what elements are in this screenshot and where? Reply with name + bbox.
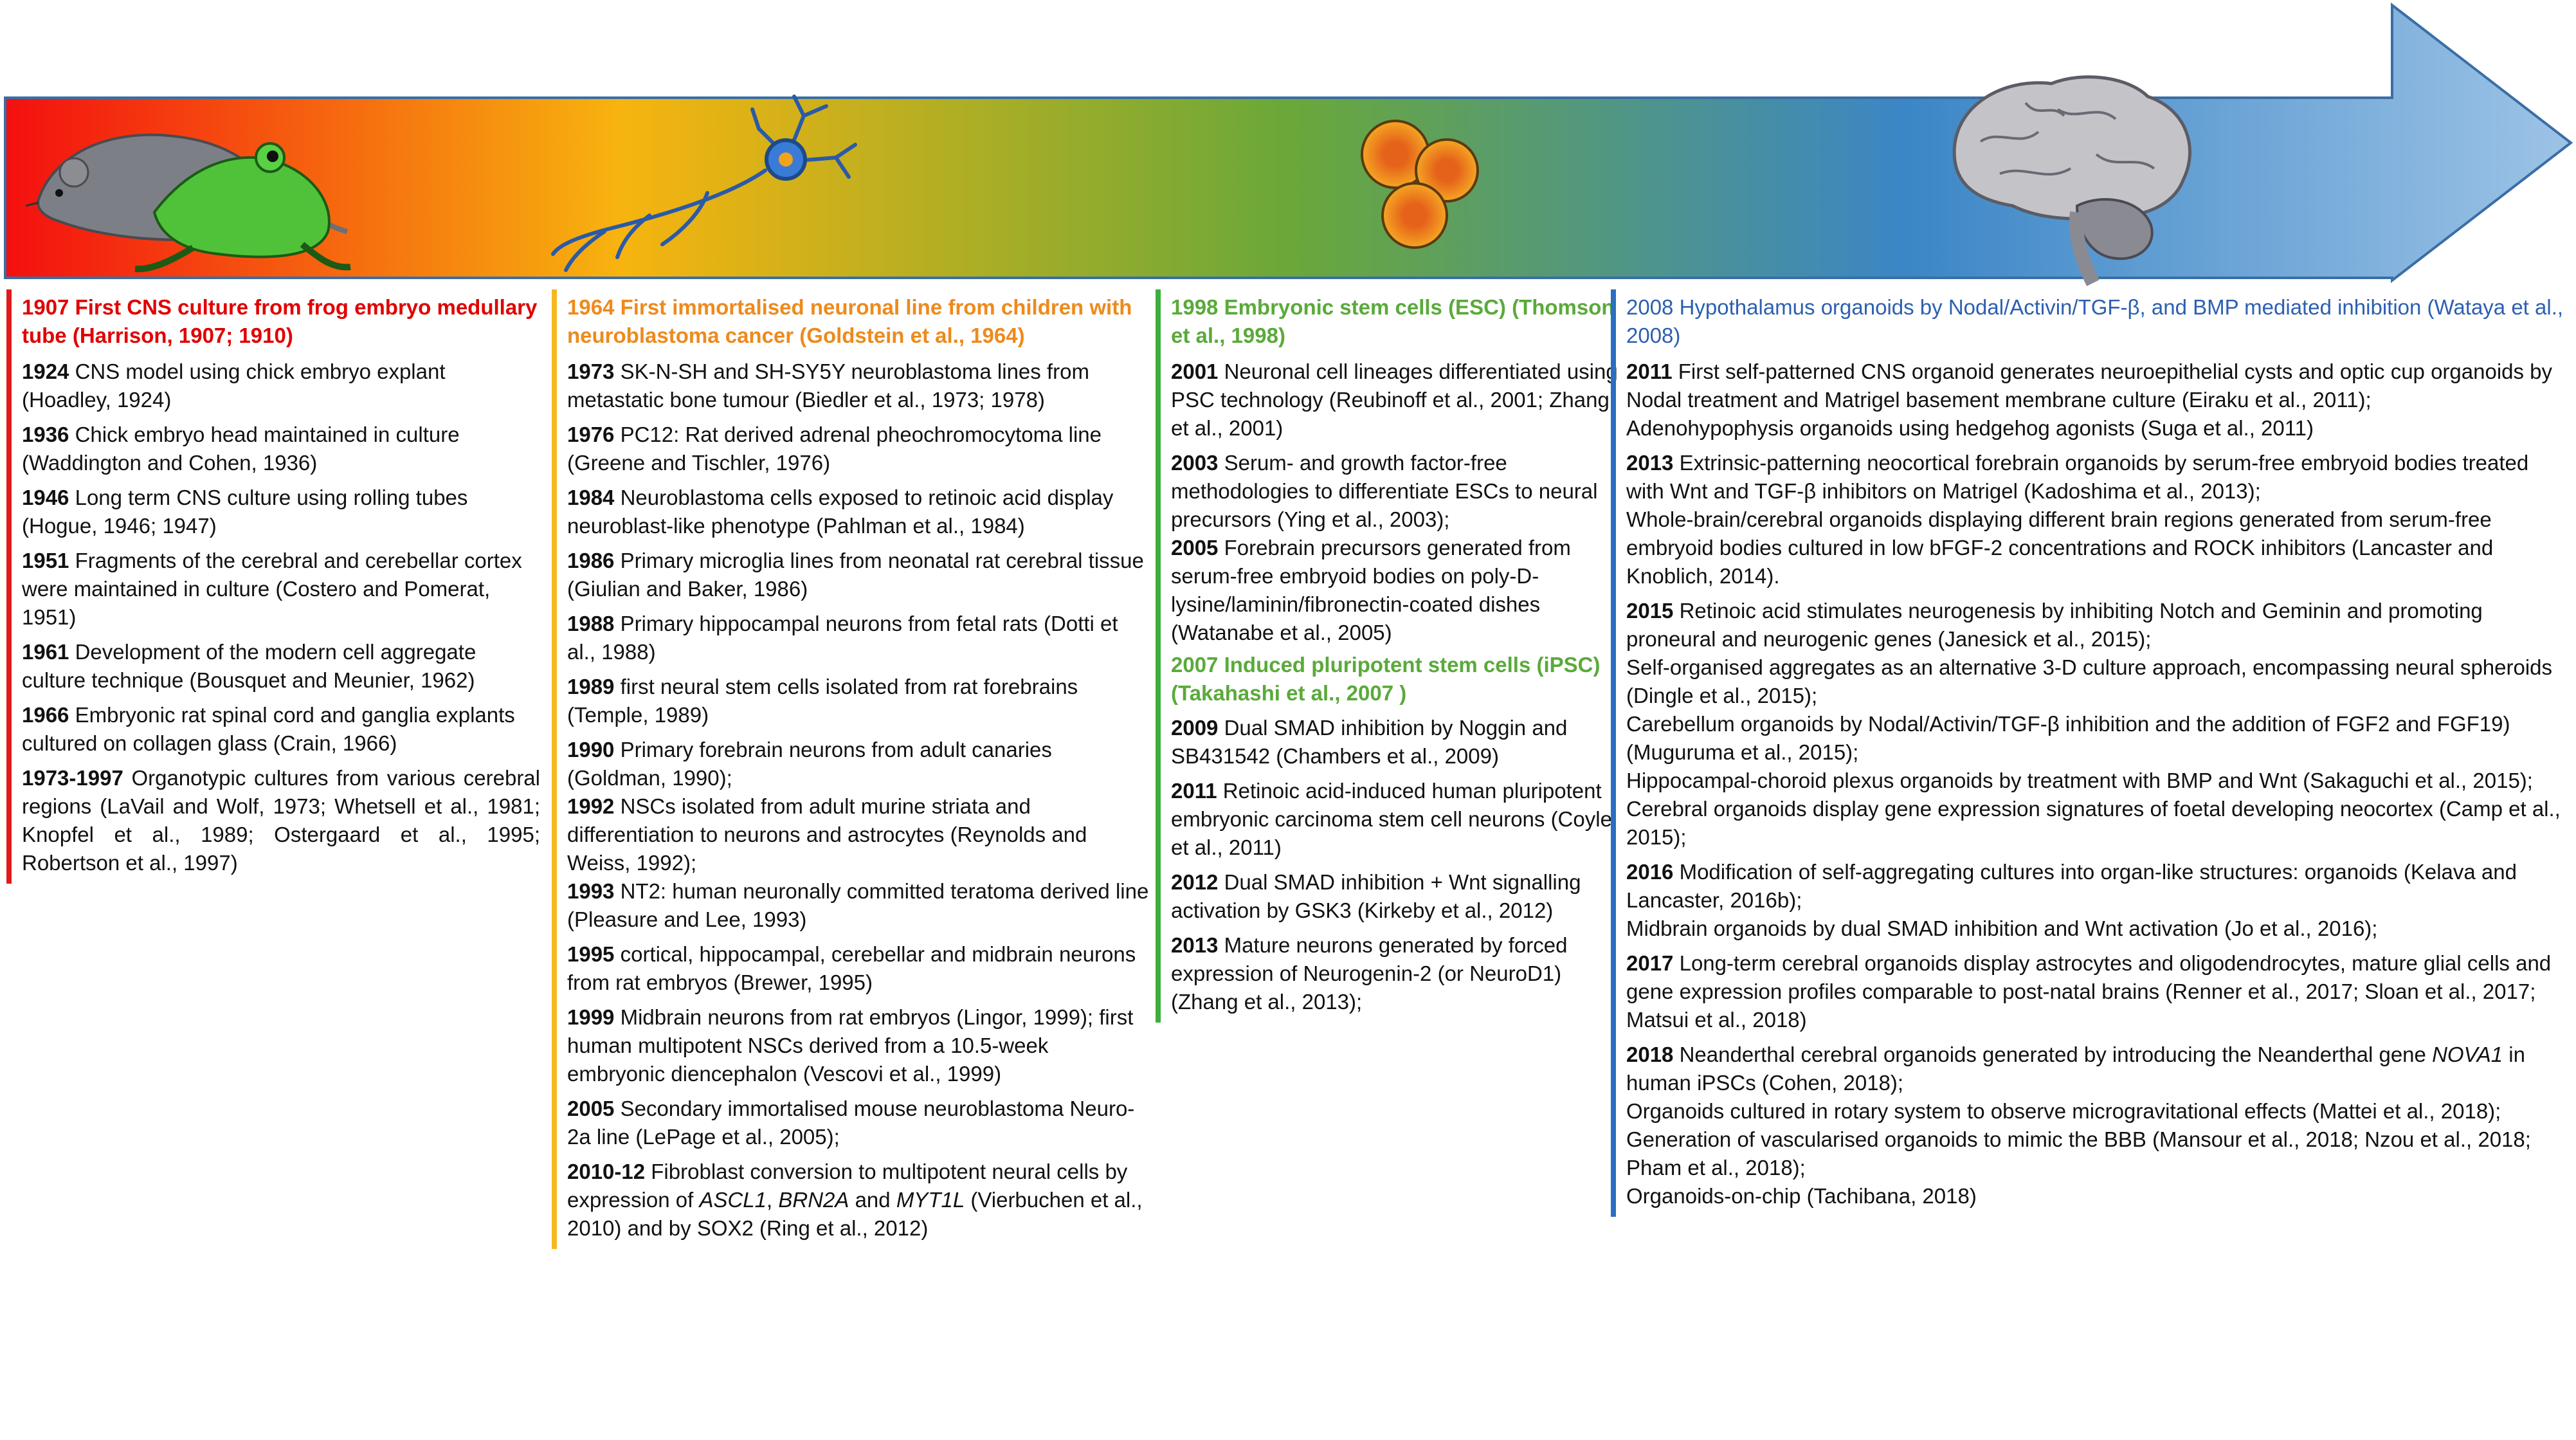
timeline-entry: 1976 PC12: Rat derived adrenal pheochromocytoma line (Greene and Tischler, 1976) (567, 423, 1102, 475)
timeline-column-4 (1611, 289, 2569, 1217)
timeline-entry: 2005 Secondary immortalised mouse neuroblastoma Neuro-2a line (LePage et al., 2005); (567, 1097, 1135, 1149)
timeline-entry: 2005 Forebrain precursors generated from serum-free embryoid bodies on poly-D-lysine/laminin/fibronectin-coated dishes (Watanabe et al., 2005) (1171, 536, 1571, 644)
timeline-entry: 2013 Extrinsic-patterning neocortical forebrain organoids by serum-free embryoid bodies treated with Wnt and TGF-β inhibitors on Matrigel (Kadoshima et al., 2013); Whole-brain/cerebral organoids displaying different brain regions generated from serum-free embryoid bodies cultured in low bFGF-2 concentrations and ROCK inhibitors (Lancaster and Knoblich, 2014). (1626, 451, 2529, 588)
timeline-entry: 2015 Retinoic acid stimulates neurogenesis by inhibiting Notch and Geminin and promoting proneural and neurogenic genes (Janesick et al., 2015); Self-organised aggregates as an alternative 3-D culture approach, encompassing neural spheroids (Dingle et al., 2015); Carebellum organoids by Nodal/Activin/TGF-β inhibition and the addition of FGF2 and FGF19) (Muguruma et al., 2015); Hippocampal-choroid plexus organoids by treatment with BMP and Wnt (Sakaguchi et al., 2015); Cerebral organoids display gene expression signatures of foetal developing neocortex (Camp et al., 2015); (1626, 599, 2561, 849)
timeline-entry: 1924 CNS model using chick embryo explant (Hoadley, 1924) (22, 360, 446, 412)
timeline-entry: 2001 Neuronal cell lineages differentiated using PSC technology (Reubinoff et al., 2001; Zhang et al., 2001) (1171, 360, 1618, 440)
timeline-entry: 2011 First self-patterned CNS organoid generates neuroepithelial cysts and optic cup organoids by Nodal treatment and Matrigel basement membrane culture (Eiraku et al., 2011); Adenohypophysis organoids using hedgehog agonists (Suga et al., 2011) (1626, 360, 2553, 440)
timeline-column-3 (1156, 289, 1619, 1023)
timeline-entry: 2012 Dual SMAD inhibition + Wnt signalling activation by GSK3 (Kirkeby et al., 2012) (1171, 870, 1581, 922)
timeline-entry: 1984 Neuroblastoma cells exposed to retinoic acid display neuroblast-like phenotype (Pahlman et al., 1984) (567, 486, 1114, 538)
timeline-entry: 1995 cortical, hippocampal, cerebellar and midbrain neurons from rat embryos (Brewer, 1995) (567, 942, 1136, 994)
timeline-entry: 2010-12 Fibroblast conversion to multipotent neural cells by expression of ASCL1, BRN2A and MYT1L (Vierbuchen et al., 2010) and by SOX2 (Ring et al., 2012) (567, 1160, 1143, 1240)
timeline-entry: 1990 Primary forebrain neurons from adult canaries (Goldman, 1990); (567, 738, 1052, 790)
timeline-entry: 2003 Serum- and growth factor-free methodologies to differentiate ESCs to neural precursors (Ying et al., 2003); (1171, 451, 1598, 531)
timeline-column-1 (6, 289, 540, 884)
timeline-entry: 1986 Primary microglia lines from neonatal rat cerebral tissue (Giulian and Baker, 1986) (567, 549, 1144, 601)
timeline-entry: 1988 Primary hippocampal neurons from fetal rats (Dotti et al., 1988) (567, 612, 1118, 664)
timeline-entry: 1973-1997 Organotypic cultures from various cerebral regions (LaVail and Wolf, 1973; Whetsell et al., 1981; Knopfel et al., 1989; Ostergaard et al., 1995; Robertson et al., 1997) (22, 766, 540, 875)
timeline-entry: 2016 Modification of self-aggregating cultures into organ-like structures: organoids (Kelava and Lancaster, 2016b); Midbrain organoids by dual SMAD inhibition and Wnt activation (Jo et al., 2016); (1626, 860, 2517, 940)
timeline-entry: 1951 Fragments of the cerebral and cerebellar cortex were maintained in culture (Costero and Pomerat, 1951) (22, 549, 522, 629)
timeline-entry: 1966 Embryonic rat spinal cord and ganglia explants cultured on collagen glass (Crain, 1966) (22, 703, 515, 755)
timeline-entry: 1946 Long term CNS culture using rolling tubes (Hogue, 1946; 1947) (22, 486, 468, 538)
timeline-entry: 2013 Mature neurons generated by forced expression of Neurogenin-2 (or NeuroD1) (Zhang et al., 2013); (1171, 933, 1568, 1014)
timeline-arrow (0, 0, 2576, 289)
timeline-entry: 2011 Retinoic acid-induced human pluripotent embryonic carcinoma stem cell neurons (Coyle et al., 2011) (1171, 779, 1612, 859)
timeline-entry: 1989 first neural stem cells isolated from rat forebrains (Temple, 1989) (567, 675, 1078, 727)
timeline-entry: 1961 Development of the modern cell aggregate culture technique (Bousquet and Meunier, 1962) (22, 640, 476, 692)
column-2-heading: 1964 First immortalised neuronal line from children with neuroblastoma cancer (Goldstein et al., 1964) (567, 295, 1132, 347)
column-3-heading: 1998 Embryonic stem cells (ESC) (Thomson et al., 1998) (1171, 295, 1615, 347)
timeline-entry: 2009 Dual SMAD inhibition by Noggin and SB431542 (Chambers et al., 2009) (1171, 716, 1568, 768)
timeline-entry: 1992 NSCs isolated from adult murine striata and differentiation to neurons and astrocytes (Reynolds and Weiss, 1992); (567, 794, 1087, 875)
timeline-column-2 (552, 289, 1150, 1249)
timeline-entry: 1999 Midbrain neurons from rat embryos (Lingor, 1999); first human multipotent NSCs derived from a 10.5-week embryonic diencephalon (Vescovi et al., 1999) (567, 1005, 1134, 1086)
timeline-entry: 2018 Neanderthal cerebral organoids generated by introducing the Neanderthal gene NOVA1 in human iPSCs (Cohen, 2018); Organoids cultured in rotary system to observe microgravitational effects (Mattei et al., 2018); Generation of vascularised organoids to mimic the BBB (Mansour et al., 2018; Nzou et al., 2018; Pham et al., 2018); Organoids-on-chip (Tachibana, 2018) (1626, 1043, 2531, 1208)
timeline-entry: 1993 NT2: human neuronally committed teratoma derived line (Pleasure and Lee, 1993) (567, 879, 1149, 931)
column-1-heading: 1907 First CNS culture from frog embryo medullary tube (Harrison, 1907; 1910) (22, 295, 538, 347)
timeline-entry: 1936 Chick embryo head maintained in culture (Waddington and Cohen, 1936) (22, 423, 460, 475)
timeline-entry: 1973 SK-N-SH and SH-SY5Y neuroblastoma lines from metastatic bone tumour (Biedler et al., 1973; 1978) (567, 360, 1089, 412)
column-4-heading: 2008 Hypothalamus organoids by Nodal/Activin/TGF-β, and BMP mediated inhibition (Wataya et al., 2008) (1626, 295, 2564, 347)
column-3-subheading: 2007 Induced pluripotent stem cells (iPSC) (Takahashi et al., 2007 ) (1171, 653, 1601, 705)
timeline-entry: 2017 Long-term cerebral organoids display astrocytes and oligodendrocytes, mature glial cells and gene expression profiles comparable to post-natal brains (Renner et al., 2017; Sloan et al., 2017; Matsui et al., 2018) (1626, 951, 2552, 1032)
